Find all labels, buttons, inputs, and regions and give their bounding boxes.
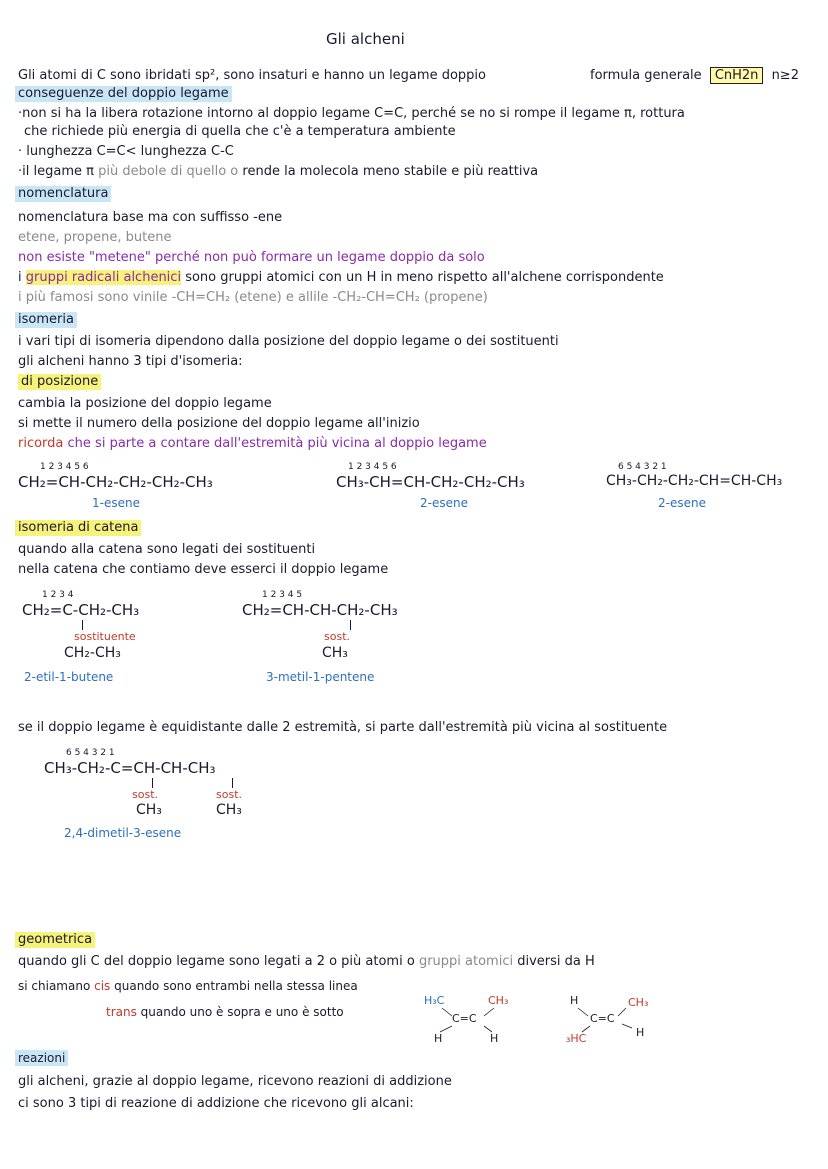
heading-geometrica: geometrica — [15, 932, 95, 948]
m3-numbers: 6 5 4 3 2 1 — [618, 462, 667, 472]
m6-sost-1: sost. — [132, 788, 159, 801]
trans-core: C=C — [590, 1012, 615, 1025]
geometrica-line-1 — [18, 954, 595, 970]
catena-line-1: quando alla catena sono legati dei sostituenti — [18, 542, 316, 557]
general-formula — [590, 68, 799, 83]
m4-numbers: 1 2 3 4 — [42, 590, 74, 600]
posizione-line-1: cambia la posizione del doppio legame — [18, 396, 272, 411]
nomenclatura-line-2: etene, propene, butene — [18, 230, 172, 245]
m2-numbers: 1 2 3 4 5 6 — [348, 462, 397, 472]
c4-part-c: rende la molecola meno stabile e più reattiva — [238, 164, 539, 179]
m6-formula: CH₃-CH₂-C=CH-CH-CH₃ — [44, 759, 216, 777]
heading-catena: isomeria di catena — [15, 520, 141, 536]
cis-bottom-right: H — [490, 1032, 499, 1045]
g3-part-b: quando uno è sopra e uno è sotto — [136, 1005, 344, 1019]
catena-line-2: nella catena che contiamo deve esserci il doppio legame — [18, 562, 389, 577]
page-title: Gli alcheni — [326, 30, 405, 48]
g2-part-c: quando sono entrambi nella stessa linea — [110, 979, 358, 993]
n4-part-b: gruppi radicali alchenici — [25, 270, 182, 285]
m6-bond-1 — [152, 778, 153, 788]
g2-part-a: si chiamano — [18, 979, 95, 993]
cis-top-left: H₃C — [424, 994, 445, 1007]
heading-reazioni: reazioni — [15, 1050, 68, 1066]
m5-branch: CH₃ — [322, 645, 348, 661]
nomenclatura-line-3: non esiste "metene" perché non può formare un legame doppio da solo — [18, 250, 485, 265]
m4-sost: sostituente — [74, 630, 136, 643]
g1-part-a: quando gli C del doppio legame sono legati a 2 o più atomi o — [18, 954, 419, 969]
geometrica-line-3 — [106, 1004, 344, 1020]
c4-part-a: ·il legame π — [18, 164, 99, 179]
m1-name: 1-esene — [92, 496, 140, 510]
m5-numbers: 1 2 3 4 5 — [262, 590, 303, 600]
g3-part-a: trans — [106, 1005, 137, 1019]
heading-conseguenze: conseguenze del doppio legame — [15, 86, 232, 102]
heading-isomeria: isomeria — [15, 312, 77, 328]
heading-nomenclatura: nomenclatura — [15, 186, 111, 202]
cis-core: C=C — [452, 1012, 477, 1025]
trans-top-left: H — [570, 994, 579, 1007]
intro-line: Gli atomi di C sono ibridati sp², sono insaturi e hanno un legame doppio — [18, 68, 486, 83]
m5-formula: CH₂=CH-CH-CH₂-CH₃ — [242, 601, 398, 619]
reazioni-line-1: gli alcheni, grazie al doppio legame, ricevono reazioni di addizione — [18, 1074, 452, 1089]
cis-top-right: CH₃ — [488, 994, 509, 1007]
g2-part-b: cis — [94, 979, 111, 993]
nomenclatura-line-1: nomenclatura base ma con suffisso -ene — [18, 210, 283, 225]
formula-condition: n≥2 — [771, 68, 799, 83]
m5-bond — [350, 620, 351, 630]
conseguenze-line-3: · lunghezza C=C< lunghezza C-C — [18, 144, 234, 159]
m5-sost: sost. — [324, 630, 351, 643]
conseguenze-line-1: ·non si ha la libera rotazione intorno al doppio legame C=C, perché se no si rompe il legame π, rottura — [18, 106, 685, 121]
geometrica-line-2 — [18, 978, 358, 994]
trans-bottom-left: ₃HC — [566, 1032, 587, 1045]
isomeria-line-2: gli alcheni hanno 3 tipi d'isomeria: — [18, 354, 243, 369]
m5-name-text: 3-metil-1-pentene — [266, 670, 375, 684]
p3-part-b: che si parte a contare dall'estremità più vicina al doppio legame — [63, 436, 487, 451]
g1-part-b: gruppi atomici — [418, 954, 514, 969]
catena-line-3: se il doppio legame è equidistante dalle 2 estremità, si parte dall'estremità più vicina al sostituente — [18, 720, 668, 735]
m6-name: 2,4-dimetil-3-esene — [64, 826, 182, 840]
m3-name: 2-esene — [658, 496, 706, 510]
posizione-line-3 — [18, 436, 487, 452]
conseguenze-line-2: che richiede più energia di quella che c'è a temperatura ambiente — [24, 124, 456, 139]
m6-numbers: 6 5 4 3 2 1 — [66, 748, 115, 758]
m1-formula: CH₂=CH-CH₂-CH₂-CH₂-CH₃ — [18, 473, 213, 491]
m4-name: 2-etil-1-butene — [24, 670, 114, 684]
m4-bond — [82, 620, 83, 630]
cis-bottom-left: H — [434, 1032, 443, 1045]
m6-branch-2: CH₃ — [216, 802, 242, 818]
reazioni-line-2: ci sono 3 tipi di reazione di addizione che ricevono gli alcani: — [18, 1096, 414, 1111]
m6-branch-1: CH₃ — [136, 802, 162, 818]
trans-bonds — [566, 1004, 656, 1038]
m6-bond-2 — [232, 778, 233, 788]
m5-name — [266, 670, 374, 684]
m2-name: 2-esene — [420, 496, 468, 510]
conseguenze-line-4 — [18, 164, 538, 180]
isomeria-line-1: i vari tipi di isomeria dipendono dalla posizione del doppio legame o dei sostituenti — [18, 334, 559, 349]
m2-formula: CH₃-CH=CH-CH₂-CH₂-CH₃ — [336, 473, 525, 491]
cis-bonds — [430, 1004, 520, 1038]
m1-numbers: 1 2 3 4 5 6 — [40, 462, 89, 472]
m4-formula: CH₂=C-CH₂-CH₃ — [22, 601, 140, 619]
trans-bottom-right: H — [636, 1026, 645, 1039]
heading-posizione: di posizione — [18, 374, 101, 390]
formula-label: formula generale — [590, 68, 702, 83]
n4-part-a: i — [18, 270, 26, 285]
posizione-line-2: si mette il numero della posizione del doppio legame all'inizio — [18, 416, 420, 431]
m4-branch: CH₂-CH₃ — [64, 645, 121, 661]
m3-formula: CH₃-CH₂-CH₂-CH=CH-CH₃ — [606, 473, 783, 489]
g1-part-c: diversi da H — [513, 954, 595, 969]
n4-part-c: sono gruppi atomici con un H in meno rispetto all'alchene corrispondente — [181, 270, 664, 285]
p3-part-a: ricorda — [18, 436, 64, 451]
formula-box: CnH2n — [710, 67, 764, 84]
m6-sost-2: sost. — [216, 788, 243, 801]
trans-top-right: CH₃ — [628, 996, 649, 1009]
c4-part-b: più debole di quello o — [98, 164, 239, 179]
nomenclatura-line-4 — [18, 270, 664, 286]
nomenclatura-line-5: i più famosi sono vinile -CH=CH₂ (etene) e allile -CH₂-CH=CH₂ (propene) — [18, 290, 488, 305]
